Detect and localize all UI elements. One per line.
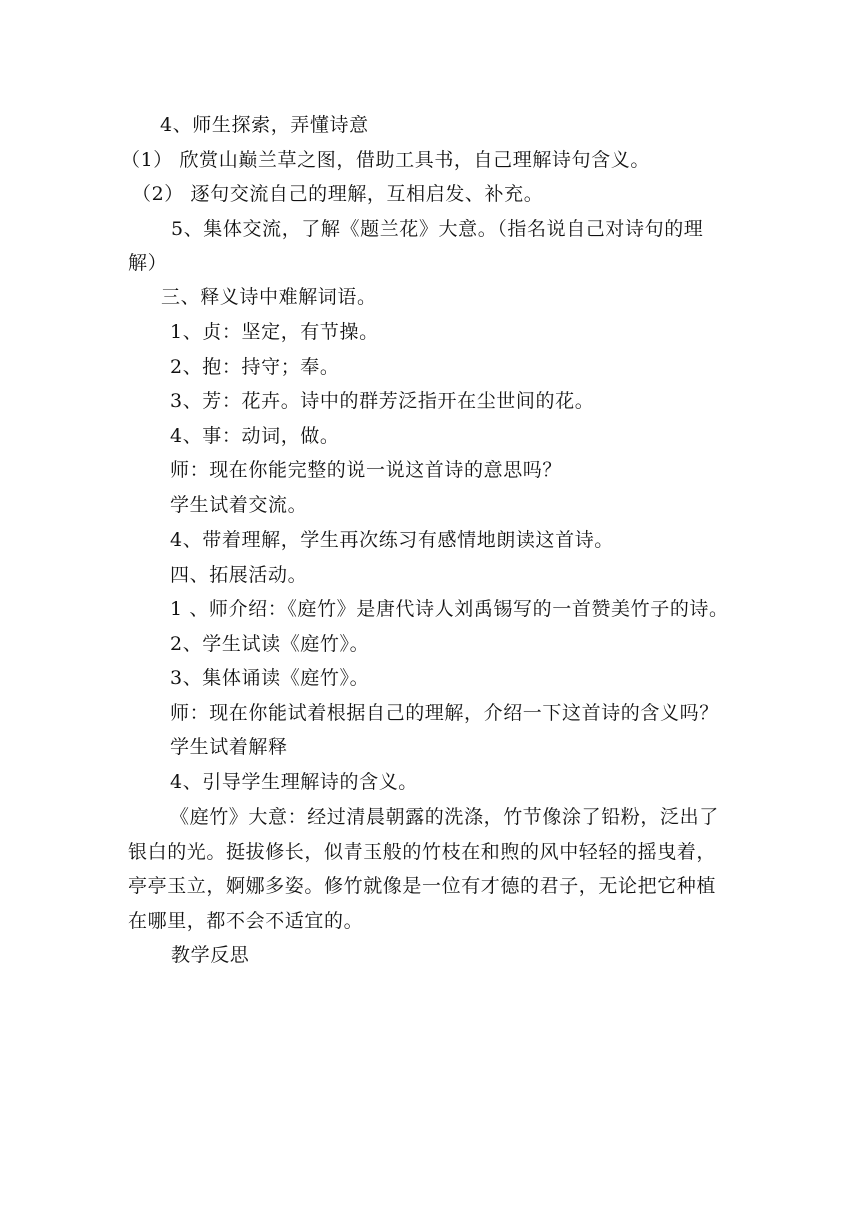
text-line: 学生试着交流。 [170,494,308,516]
text-line: 4、带着理解，学生再次练习有感情地朗读这首诗。 [170,529,614,551]
text-line: 1 、师介绍：《庭竹》是唐代诗人刘禹锡写的一首赞美竹子的诗。 [170,598,729,620]
text-line: 3、集体诵读《庭竹》。 [170,667,370,689]
text-line: 师：现在你能完整的说一说这首诗的意思吗？ [170,459,563,481]
text-line: 5、集体交流，了解《题兰花》大意。（指名说自己对诗句的理 [171,218,704,240]
text-line: 四、拓展活动。 [170,564,308,586]
text-line: 2、学生试读《庭竹》。 [170,633,370,655]
text-line: 在哪里，都不会不适宜的。 [128,910,364,932]
text-line: 师：现在你能试着根据自己的理解，介绍一下这首诗的含义吗？ [170,702,719,724]
text-line: 解） [128,252,168,274]
text-line: 银白的光。挺拔修长，似青玉般的竹枝在和煦的风中轻轻的摇曳着， [128,841,717,863]
text-line: 2、抱：持守；奉。 [170,356,340,378]
text-line: 教学反思 [171,944,250,966]
text-line: 三、释义诗中难解词语。 [161,286,377,308]
text-line: 《庭竹》大意：经过清晨朝露的洗涤，竹节像涂了铅粉，泛出了 [170,806,719,828]
text-line: 4、事：动词，做。 [170,425,340,447]
text-line: 4、引导学生理解诗的含义。 [170,771,418,793]
text-line: 亭亭玉立，婀娜多姿。修竹就像是一位有才德的君子，无论把它种植 [128,875,717,897]
text-line: （2） 逐句交流自己的理解，互相启发、补充。 [132,183,544,205]
text-line: 4、师生探索，弄懂诗意 [160,114,369,136]
text-line: 学生试着解释 [170,736,288,758]
text-line: （1） 欣赏山巅兰草之图，借助工具书，自己理解诗句含义。 [121,149,650,171]
text-line: 1、贞：坚定，有节操。 [170,321,379,343]
text-line: 3、芳：花卉。诗中的群芳泛指开在尘世间的花。 [170,390,595,412]
